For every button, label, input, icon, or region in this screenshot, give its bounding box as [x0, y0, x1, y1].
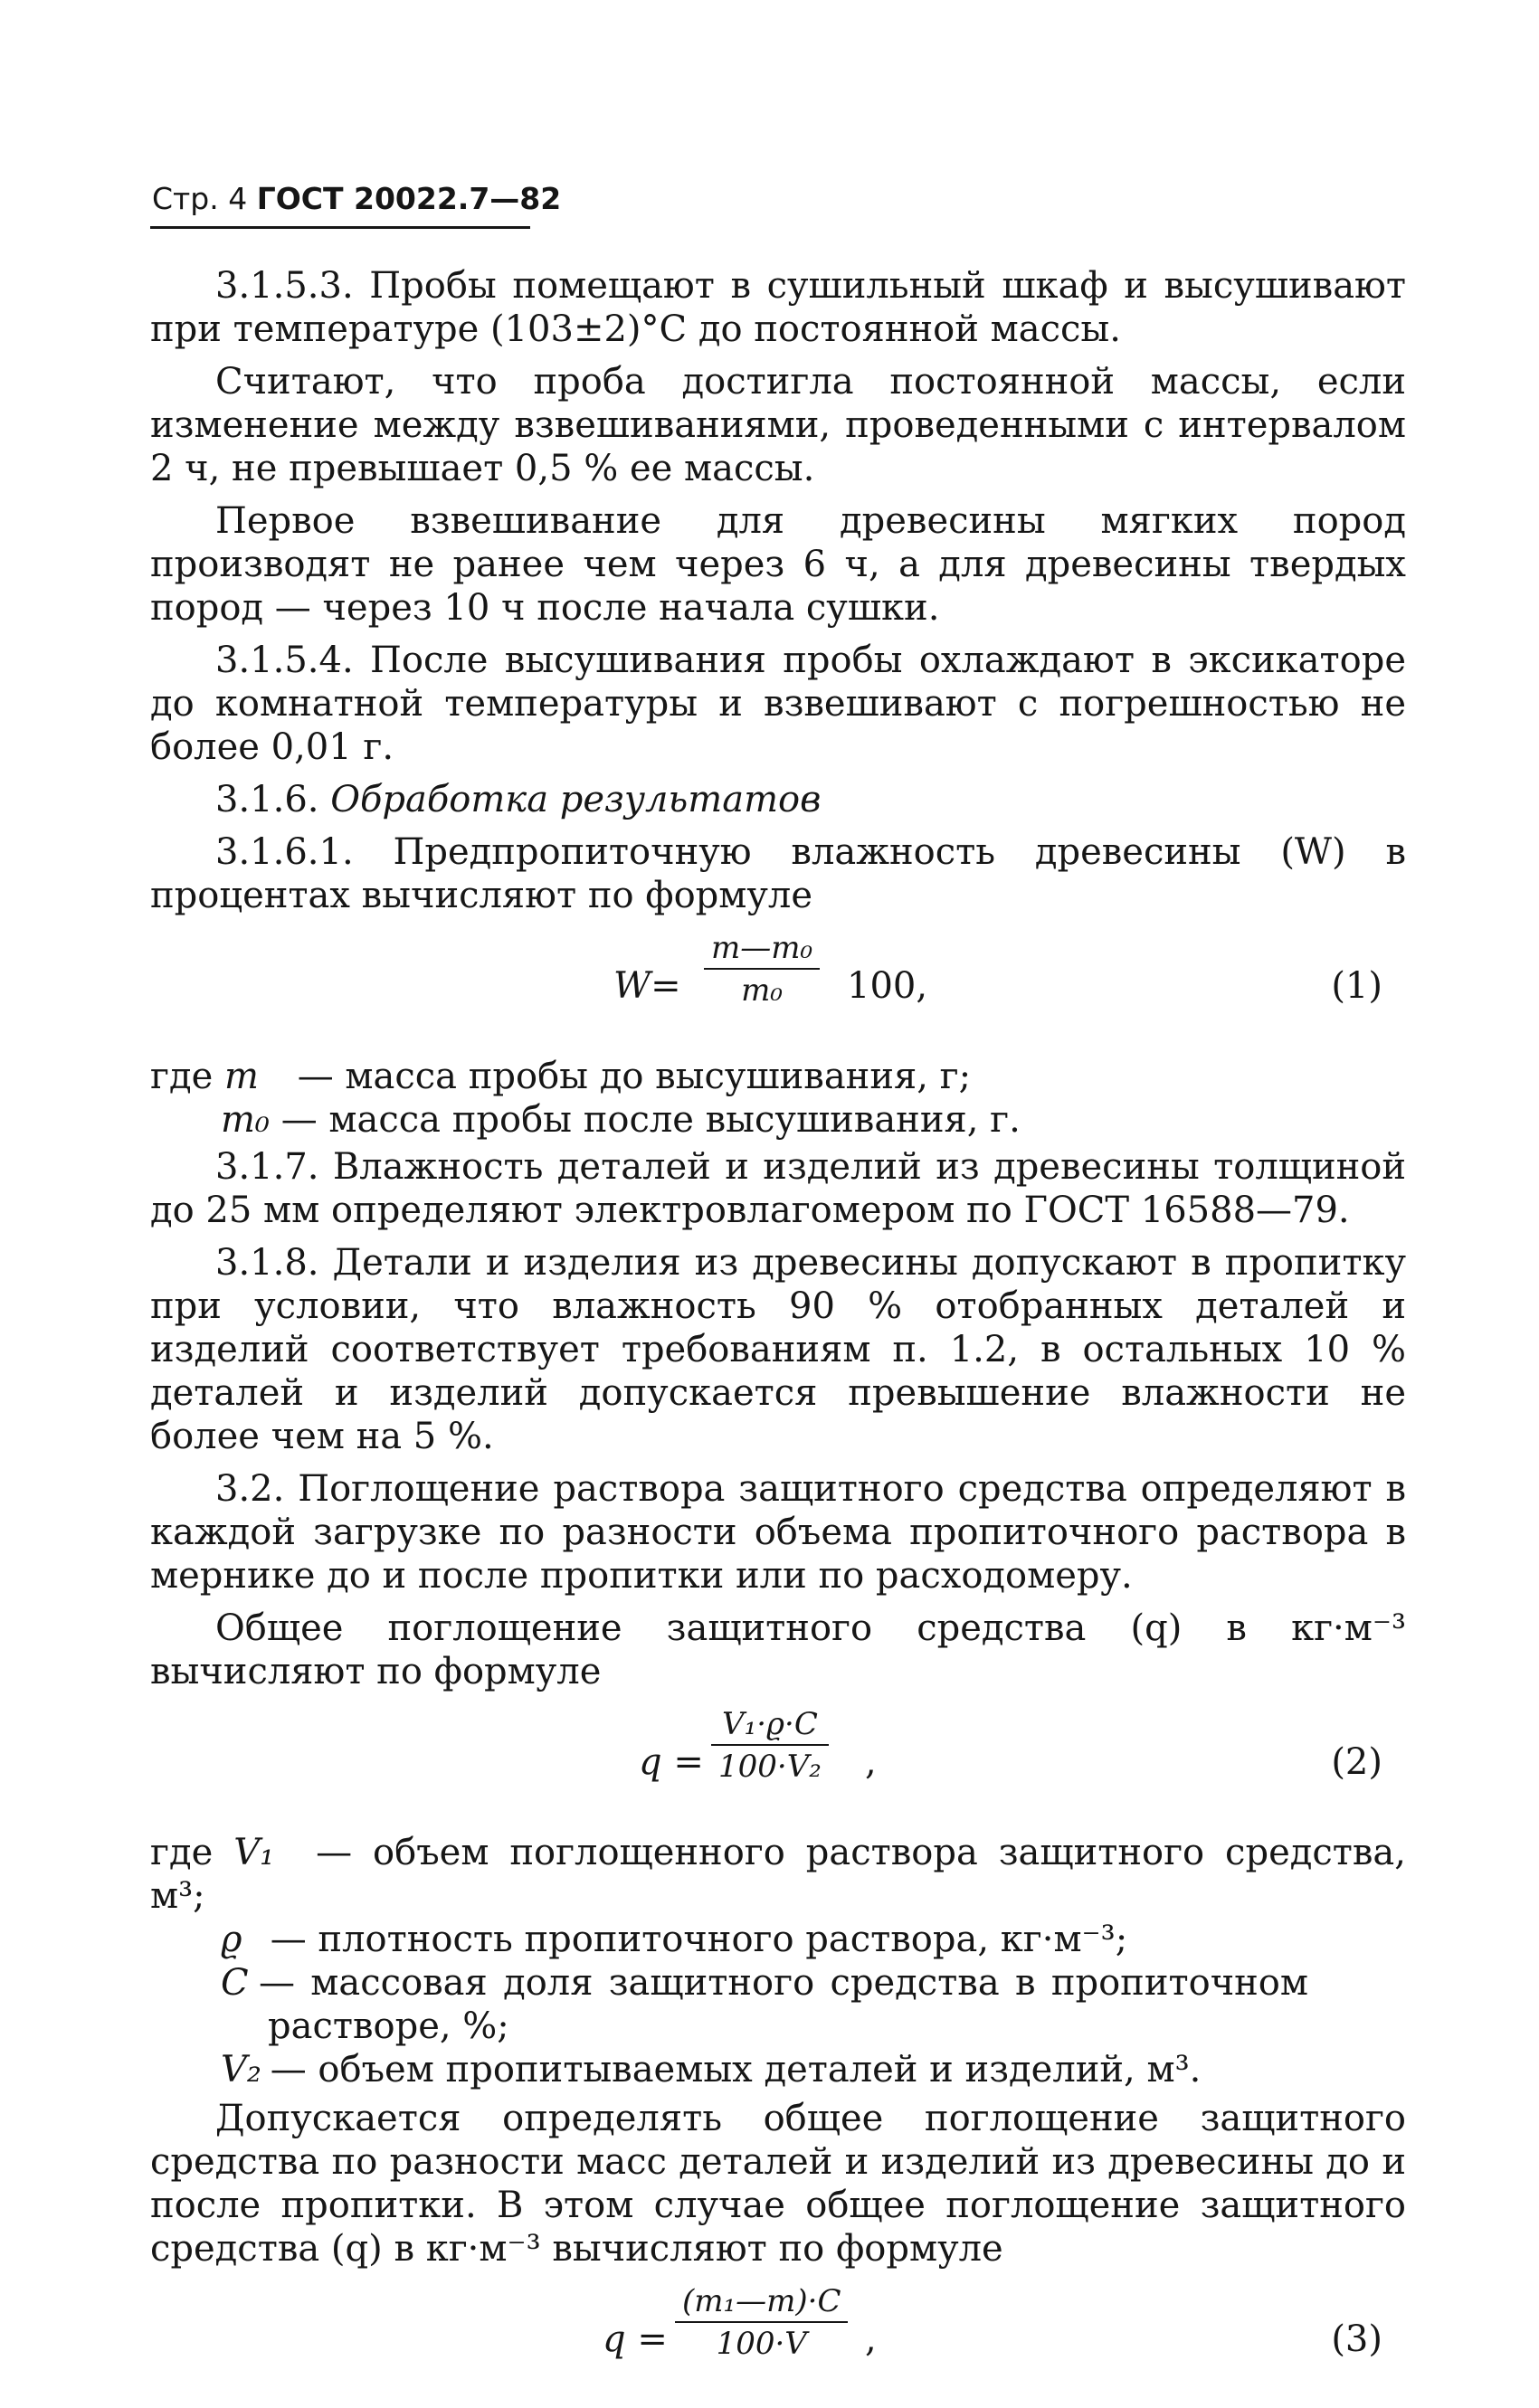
formula-1-tail: 100,	[847, 965, 928, 1007]
formula-3-tail: ,	[865, 2318, 877, 2360]
formula-2-denominator: 100·V₂	[718, 1749, 822, 1785]
formula-3-number: (3)	[1331, 2318, 1382, 2360]
formula-1-denominator: m₀	[741, 972, 783, 1009]
paragraph-3-1-6-1: 3.1.6.1. Предпропиточную влажность древесины (W) в процентах вычисляют по формуле	[150, 831, 1406, 916]
legend-prefix: где	[150, 1832, 214, 1873]
formula-3-fraction	[675, 2281, 848, 2365]
paragraph-constant-mass: Считают, что проба достигла постоянной массы, если изменение между взвешиваниями, проведенными с интервалом 2 ч, не превышает 0,5 % ее массы.	[150, 361, 1406, 489]
legend-text: — объем пропитываемых деталей и изделий, м³.	[270, 2049, 1202, 2090]
paragraph-3-1-5-3: 3.1.5.3. Пробы помещают в сушильный шкаф и высушивают при температуре (103±2)°С до постоянной массы.	[150, 265, 1406, 350]
legend-row	[150, 1831, 1406, 1918]
formula-3-lhs: q =	[603, 2318, 668, 2360]
formula-1-fraction	[704, 928, 820, 1011]
formula-2	[150, 1704, 1406, 1824]
legend-text: — масса пробы после высушивания, г.	[280, 1099, 1021, 1141]
formula-1-numerator: m—m₀	[711, 930, 813, 966]
legend-text: — масса пробы до высушивания, г;	[297, 1056, 972, 1097]
legend-row	[150, 1055, 1406, 1098]
header-divider	[150, 226, 530, 229]
section-number: 3.1.6.	[215, 779, 319, 820]
legend-text: — массовая доля защитного средства в пропиточном растворе, %;	[259, 1962, 1308, 2047]
formula-1-lhs: W=	[613, 965, 681, 1007]
paragraph-3-1-8: 3.1.8. Детали и изделия из древесины допускают в пропитку при условии, что влажность 90 % отобранных деталей и изделий соответствует требованиям п. 1.2, в остальных 10 % деталей и изделий допускается превышение влажности не более чем на 5 %.	[150, 1242, 1406, 1457]
formula-2-number: (2)	[1331, 1741, 1382, 1783]
paragraph-first-weighing: Первое взвешивание для древесины мягких пород производят не ранее чем через 6 ч, а для древесины твердых пород — через 10 ч после начала сушки.	[150, 500, 1406, 629]
standard-number: ГОСТ 20022.7—82	[256, 181, 562, 216]
document-body	[150, 264, 1406, 2408]
page-label: Стр. 4	[152, 181, 248, 216]
legend-text: — плотность пропиточного раствора, кг·м⁻³;	[270, 1919, 1128, 1960]
legend-row	[150, 1961, 1406, 2048]
formula-3-numerator: (m₁—m)·C	[682, 2283, 841, 2319]
paragraph-mass-difference: Допускается определять общее поглощение защитного средства по разности масс деталей и изделий из древесины до и после пропитки. В этом случае общее поглощение защитного средства (q) в кг·м⁻³ вычисляют по формуле	[150, 2098, 1406, 2270]
paragraph-3-2: 3.2. Поглощение раствора защитного средства определяют в каждой загрузке по разности объема пропиточного раствора в мернике до и после пропитки или по расходомеру.	[150, 1468, 1406, 1597]
formula-1-legend	[150, 1055, 1406, 1142]
paragraph-3-1-5-4: 3.1.5.4. После высушивания пробы охлаждают в эксикаторе до комнатной температуры и взвешивают с погрешностью не более 0,01 г.	[150, 640, 1406, 768]
legend-text: — объем поглощенного раствора защитного средства, м³;	[150, 1832, 1406, 1917]
legend-symbol: ϱ	[221, 1919, 242, 1960]
legend-symbol: m	[223, 1056, 259, 1097]
formula-2-tail: ,	[865, 1741, 877, 1783]
legend-row	[150, 2048, 1406, 2091]
formula-3-denominator: 100·V	[716, 2326, 807, 2362]
legend-symbol: C	[221, 1962, 249, 2004]
legend-row	[150, 1098, 1406, 1142]
section-title: Обработка результатов	[330, 779, 822, 820]
formula-1-number: (1)	[1331, 965, 1382, 1007]
legend-prefix: где	[150, 1056, 214, 1097]
formula-2-legend	[150, 1831, 1406, 2091]
formula-2-lhs: q =	[639, 1741, 704, 1783]
page-header	[152, 181, 561, 216]
legend-symbol: V₁	[233, 1832, 275, 1873]
legend-symbol: V₂	[221, 2049, 261, 2090]
paragraph-3-1-7: 3.1.7. Влажность деталей и изделий из древесины толщиной до 25 мм определяют электровлагомером по ГОСТ 16588—79.	[150, 1146, 1406, 1231]
paragraph-total-absorption: Общее поглощение защитного средства (q) в кг·м⁻³ вычисляют по формуле	[150, 1607, 1406, 1692]
formula-2-fraction	[711, 1704, 829, 1787]
paragraph-3-1-6	[150, 778, 1406, 821]
formula-1	[150, 928, 1406, 1048]
legend-symbol: m₀	[221, 1099, 270, 1141]
formula-2-numerator: V₁·ϱ·C	[722, 1706, 818, 1742]
formula-3	[150, 2281, 1406, 2401]
legend-row	[150, 1918, 1406, 1961]
